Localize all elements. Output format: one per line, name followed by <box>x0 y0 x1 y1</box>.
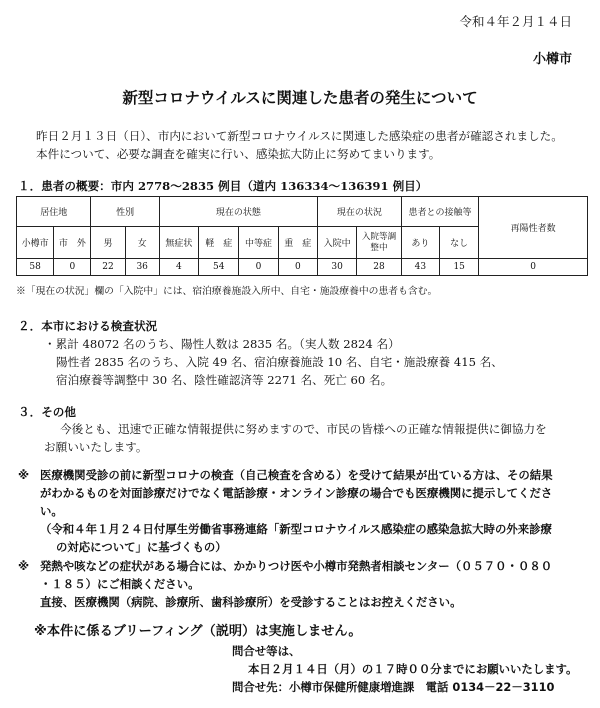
sub-severe: 重 症 <box>278 227 317 259</box>
section-heading-patients: １．患者の概要：市内 2778～2835 例目（道内 136334～136391 例目） <box>18 179 428 193</box>
table-cell: 0 <box>278 259 317 276</box>
sub-contact-no: なし <box>440 227 479 259</box>
table-cell: 0 <box>479 259 588 276</box>
notice-line: 直接、医療機関（病院、診療所、歯科診療所）を受診することはお控えください。 <box>40 595 462 609</box>
table-group-header-row <box>17 197 588 227</box>
briefing-notice: ※本件に係るブリーフィング（説明）は実施しません。 <box>34 624 362 639</box>
group-residence: 居住地 <box>17 197 91 227</box>
contact-deadline: 本日２月１４日（月）の１７時００分までにお願いいたします。 <box>248 662 578 676</box>
sub-outside: 市 外 <box>54 227 91 259</box>
sub-moderate: 中等症 <box>239 227 278 259</box>
table-cell: 43 <box>401 259 439 276</box>
notice-line: ・１８５）にご相談ください。 <box>40 577 200 591</box>
table-value-row <box>17 259 588 276</box>
table-cell: 15 <box>440 259 479 276</box>
table-footnote: ※「現在の状況」欄の「入院中」には、宿泊療養施設入所中、自宅・施設療養中の患者も含む。 <box>16 286 438 297</box>
table-cell: 0 <box>239 259 278 276</box>
sub-otaru: 小樽市 <box>17 227 54 259</box>
sub-hospitalized: 入院中 <box>317 227 356 259</box>
table-cell: 36 <box>125 259 159 276</box>
group-status: 現在の状況 <box>317 197 401 227</box>
group-repositive: 再陽性者数 <box>479 197 588 259</box>
section-heading-testing: ２．本市における検査状況 <box>18 319 158 333</box>
notice-mark: ※ <box>18 468 30 482</box>
contact-phone: 問合せ先：小樽市保健所健康増進課 電話 0134－22－3110 <box>232 680 555 694</box>
sub-female: 女 <box>125 227 159 259</box>
sub-adjusting: 入院等調整中 <box>357 227 401 259</box>
table-cell: 0 <box>54 259 91 276</box>
intro-line: 昨日２月１３日（日）、市内において新型コロナウイルスに関連した感染症の患者が確認されました。 <box>36 129 563 143</box>
table-cell: 54 <box>199 259 239 276</box>
group-contact: 患者との接触等 <box>401 197 479 227</box>
testing-line: 宿泊療養等調整中 30 名、陰性確認済等 2271 名、死亡 60 名。 <box>56 373 393 387</box>
other-line: お願いいたします。 <box>44 440 148 454</box>
notice-line: い。 <box>40 504 63 518</box>
notice-mark: ※ <box>18 559 30 573</box>
sub-contact-yes: あり <box>401 227 439 259</box>
notice-line: （令和４年１月２４日付厚生労働省事務連絡「新型コロナウイルス感染症の感染急拡大時の外来診療 <box>40 522 552 536</box>
section-heading-other: ３．その他 <box>18 405 76 419</box>
testing-line: 陽性者 2835 名のうち、入院 49 名、宿泊療養施設 10 名、自宅・施設療養 415 名、 <box>56 355 503 369</box>
issuing-organization: 小樽市 <box>532 52 572 67</box>
contact-line: 問合せ等は、 <box>232 644 301 658</box>
document-date: 令和４年２月１４日 <box>459 14 572 29</box>
document-title: 新型コロナウイルスに関連した患者の発生について <box>122 88 478 107</box>
notice-line: 医療機関受診の前に新型コロナの検査（自己検査を含める）を受けて結果が出ている方は、その結果 <box>40 468 553 482</box>
group-condition: 現在の状態 <box>159 197 317 227</box>
table-cell: 4 <box>159 259 198 276</box>
notice-line: がわかるものを対面診療だけでなく電話診療・オンライン診療の場合でも医療機関に提示してくださ <box>40 486 553 500</box>
table-cell: 58 <box>17 259 54 276</box>
table-cell: 22 <box>91 259 125 276</box>
group-sex: 性別 <box>91 197 159 227</box>
notice-line: 発熱や咳などの症状がある場合には、かかりつけ医や小樽市発熱者相談センター（０５７０・０８０ <box>40 559 553 573</box>
table-cell: 30 <box>317 259 356 276</box>
patient-summary-table <box>16 196 588 276</box>
other-line: 今後とも、迅速で正確な情報提供に努めますので、市民の皆様への正確な情報提供に御協力を <box>60 422 547 436</box>
notice-line: の対応について」に基づくもの） <box>56 540 227 554</box>
intro-line: 本件について、必要な調査を確実に行い、感染拡大防止に努めてまいります。 <box>36 147 441 161</box>
table-cell: 28 <box>357 259 401 276</box>
testing-line: ・累計 48072 名のうち、陽性人数は 2835 名。（実人数 2824 名） <box>44 337 400 351</box>
sub-male: 男 <box>91 227 125 259</box>
sub-asymptomatic: 無症状 <box>159 227 198 259</box>
sub-mild: 軽 症 <box>199 227 239 259</box>
